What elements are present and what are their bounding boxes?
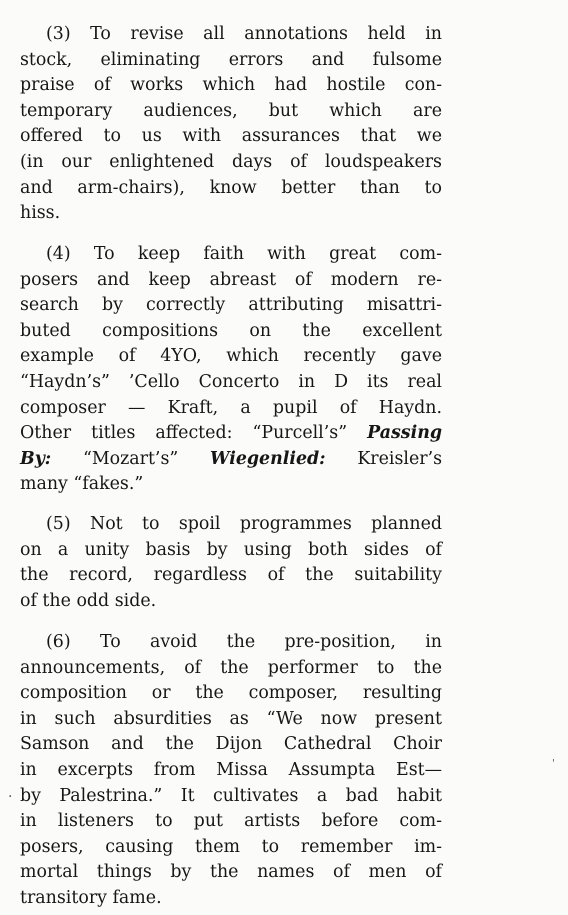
paragraph-6 <box>20 630 442 912</box>
text-segment: “Mozart’s” <box>82 448 179 469</box>
text-line: and arm-chairs), know better than to <box>20 177 442 198</box>
text-line: in listeners to put artists before com- <box>20 811 442 832</box>
text-line: (5) Not to spoil programmes planned <box>46 514 442 534</box>
text-line: posers, causing them to remember im- <box>20 836 442 857</box>
paragraph-4 <box>20 242 442 498</box>
text-line: posers and keep abreast of modern re- <box>20 269 442 290</box>
text-line: Samson and the Dijon Cathedral Choir <box>20 734 442 755</box>
italic-title: By: <box>20 448 52 469</box>
text-line: buted compositions on the excellent <box>20 320 442 341</box>
italic-title: Wiegenlied: <box>209 448 326 469</box>
text-line: by Palestrina.” It cultivates a bad habit <box>20 785 442 806</box>
text-line: (3) To revise all annotations held in <box>46 24 442 44</box>
text-line: “Haydn’s” ’Cello Concerto in D its real <box>20 371 442 392</box>
text-line: mortal things by the names of men of <box>20 862 442 883</box>
italic-title: Passing <box>367 423 442 444</box>
paragraph-3 <box>20 22 442 227</box>
text-line: search by correctly attributing misattri- <box>20 295 442 316</box>
text-line: in excerpts from Missa Assumpta Est— <box>20 759 442 780</box>
text-line: (4) To keep faith with great com- <box>46 244 442 264</box>
text-segment: Other titles affected: “Purcell’s” <box>20 423 348 444</box>
text-line: of the odd side. <box>20 590 157 611</box>
text-line: many “fakes.” <box>20 474 144 495</box>
text-line: composer — Kraft, a pupil of Haydn. <box>20 397 442 418</box>
text-line: stock, eliminating errors and fulsome <box>20 49 442 70</box>
text-line: praise of works which had hostile con- <box>20 75 442 96</box>
text-line: transitory fame. <box>20 887 162 908</box>
text-line: (6) To avoid the pre-position, in <box>46 632 442 652</box>
text-line <box>20 447 442 473</box>
text-line: on a unity basis by using both sides of <box>20 539 442 560</box>
text-segment: Kreisler’s <box>357 448 443 469</box>
text-line: (in our enlightened days of loudspeakers <box>20 151 442 172</box>
text-line <box>20 421 442 447</box>
text-line: example of 4YO, which recently gave <box>20 346 442 367</box>
text-line: offered to us with assurances that we <box>20 126 442 147</box>
text-line: announcements, of the performer to the <box>20 657 442 678</box>
text-line: hiss. <box>20 203 61 224</box>
text-line: in such absurdities as “We now present <box>20 708 442 729</box>
text-line: the record, regardless of the suitability <box>20 565 442 586</box>
print-speck: ' <box>552 758 555 769</box>
text-line: temporary audiences, but which are <box>20 100 442 121</box>
text-line: composition or the composer, resulting <box>20 683 442 704</box>
print-speck: . <box>8 785 13 801</box>
paragraph-5 <box>20 512 442 614</box>
